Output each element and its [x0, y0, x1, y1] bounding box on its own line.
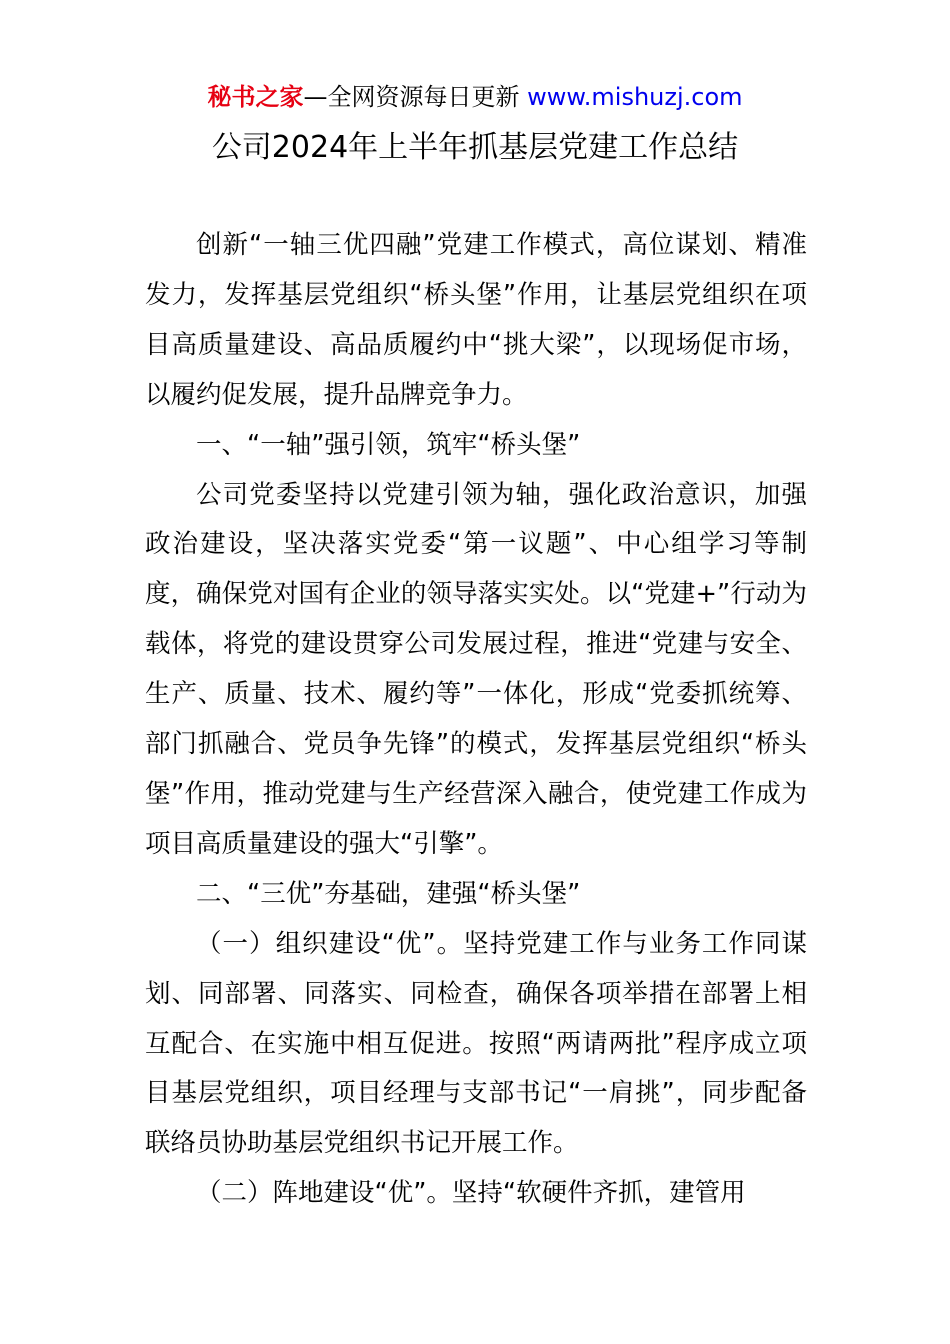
site-url[interactable]: www.mishuzj.com — [527, 83, 743, 111]
section-2-item-2-paragraph: （二）阵地建设“优”。坚持“软硬件齐抓，建管用 — [196, 1178, 746, 1209]
section-2-item-1-paragraph: （一）组织建设“优”。坚持党建工作与业务工作同谋划、同部署、同落实、同检查，确保各项举措在部署上相互配合、在实施中相互促进。按照“两请两批”程序成立项目基层党组织，项目经理与支部书记“一肩挑”，同步配备联络员协助基层党组织书记开展工作。 — [145, 928, 807, 1159]
site-banner — [0, 80, 950, 114]
intro-paragraph: 创新“一轴三优四融”党建工作模式，高位谋划、精准发力，发挥基层党组织“桥头堡”作用，让基层党组织在项目高质量建设、高品质履约中“挑大梁”，以现场促市场，以履约促发展，提升品牌竞争力。 — [145, 230, 807, 410]
section-1-paragraph: 公司党委坚持以党建引领为轴，强化政治意识，加强政治建设，坚决落实党委“第一议题”、中心组学习等制度，确保党对国有企业的领导落实实处。以“党建+”行动为载体，将党的建设贯穿公司发展过程，推进“党建与安全、生产、质量、技术、履约等”一体化，形成“党委抓统筹、部门抓融合、党员争先锋”的模式，发挥基层党组织“桥头堡”作用，推动党建与生产经营深入融合，使党建工作成为项目高质量建设的强大“引擎”。 — [145, 479, 807, 859]
site-tagline: —全网资源每日更新 — [303, 83, 520, 111]
site-brand: 秘书之家 — [207, 83, 304, 111]
section-heading-2: 二、“三优”夯基础，建强“桥头堡” — [196, 878, 581, 909]
document-title: 公司2024年上半年抓基层党建工作总结 — [211, 130, 739, 165]
section-heading-1: 一、“一轴”强引领，筑牢“桥头堡” — [196, 429, 581, 460]
document-body — [145, 221, 807, 1219]
